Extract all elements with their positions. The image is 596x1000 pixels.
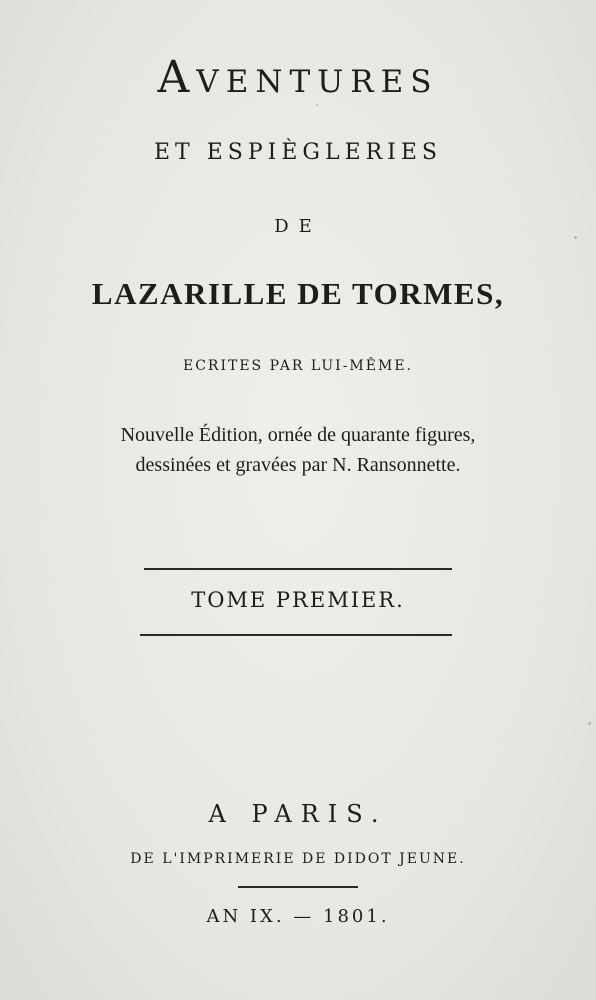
subject-name: LAZARILLE DE TORMES, — [91, 276, 505, 311]
volume-rule-bottom — [140, 634, 452, 636]
volume-rule-top — [144, 568, 452, 570]
edition-line-2: dessinées et gravées par N. Ransonnette. — [135, 454, 461, 476]
imprint-date: AN IX. — 1801. — [206, 906, 390, 927]
edition-line-1: Nouvelle Édition, ornée de quarante figures, — [120, 424, 476, 446]
title-connector: DE — [274, 216, 322, 237]
paper-speck — [588, 722, 591, 725]
imprint-printer: DE L'IMPRIMERIE DE DIDOT JEUNE. — [130, 851, 466, 867]
paper-speck — [574, 236, 577, 239]
edition-statement — [0, 420, 596, 480]
author-note: ECRITES PAR LUI-MÊME. — [183, 358, 413, 374]
book-title: Aventures — [157, 52, 439, 103]
paper-speck — [316, 104, 318, 106]
book-subtitle: ET ESPIÈGLERIES — [153, 140, 443, 165]
volume-label: TOME PREMIER. — [191, 588, 405, 612]
imprint-place: A PARIS. — [208, 800, 388, 828]
imprint-rule — [238, 886, 358, 888]
